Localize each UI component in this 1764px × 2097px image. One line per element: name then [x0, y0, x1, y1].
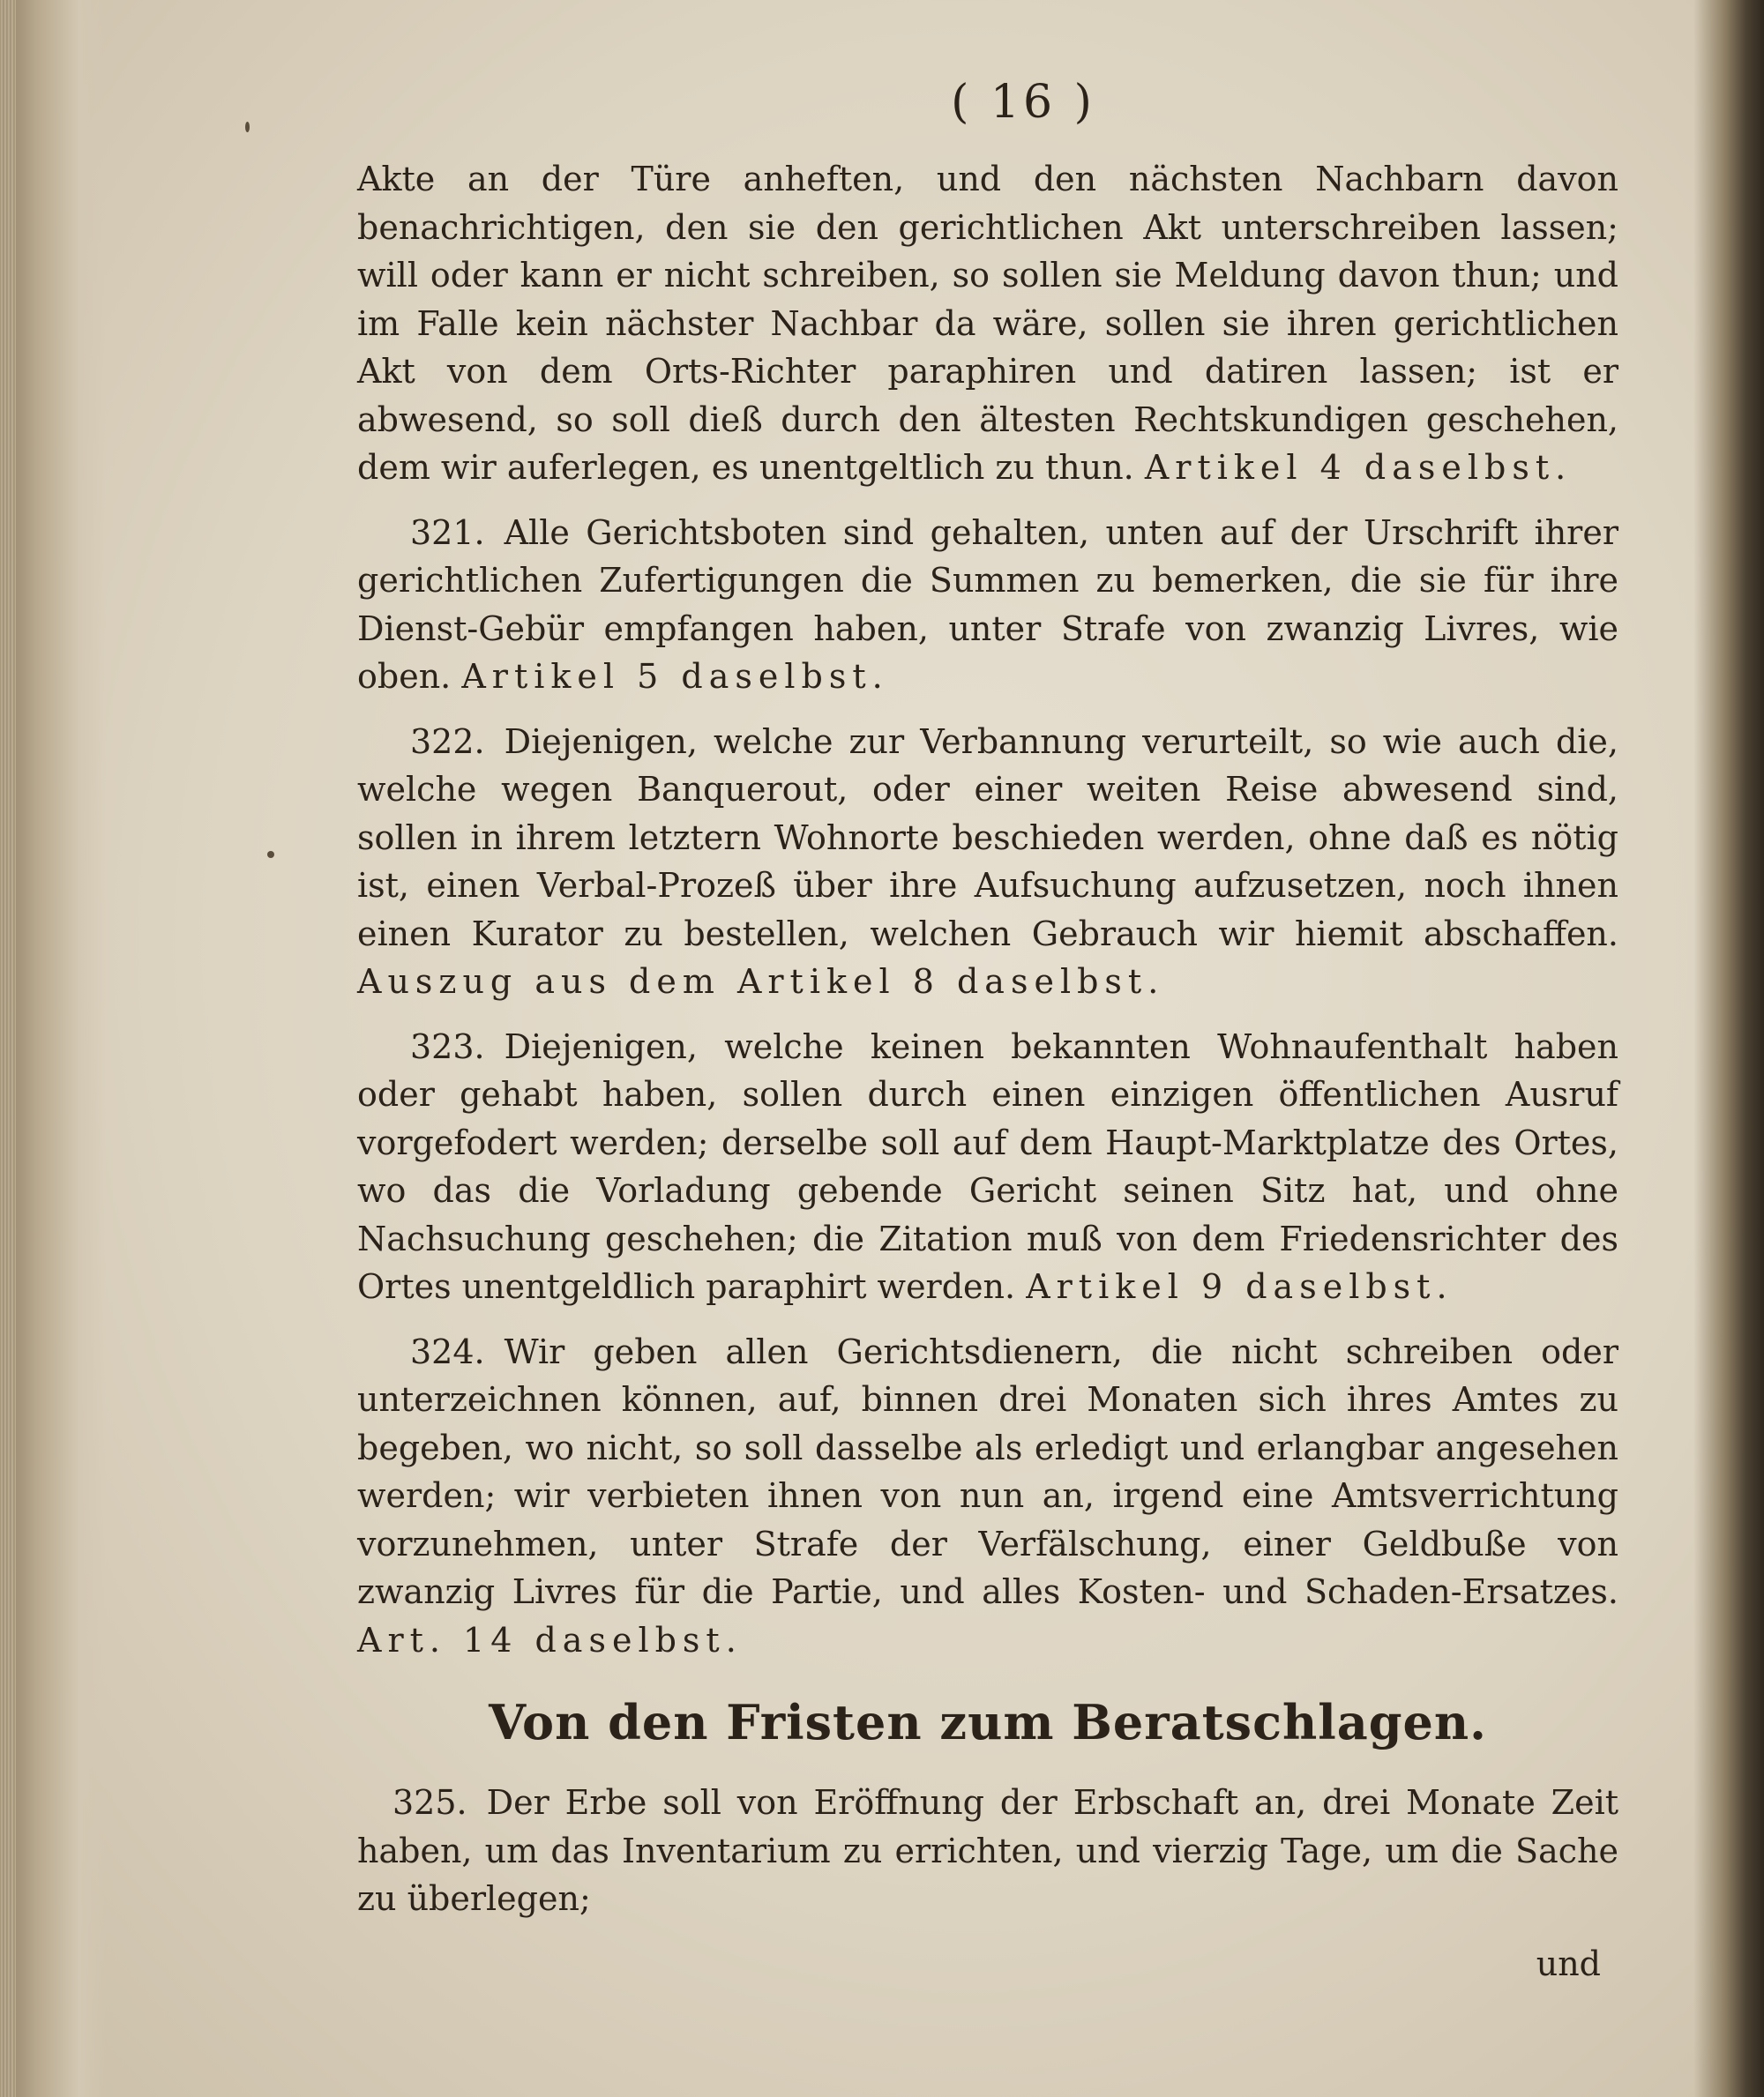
paragraph-324 [357, 1328, 1618, 1665]
ink-speck [267, 851, 274, 858]
paragraph-number: 322. [410, 721, 485, 761]
paragraph-number: 324. [410, 1332, 485, 1371]
ink-speck [245, 122, 250, 132]
catchword: und [1536, 1944, 1601, 1983]
paragraph-text: Wir geben allen Gerichtsdienern, die nicht schreiben oder unterzeichnen können, auf, binnen drei Monaten sich ihres Amtes zu begeben, wo nicht, so soll dasselbe als erledigt und erlangbar angesehen werden; wir verbieten ihnen von nun an, irgend eine Amtsverrichtung vorzunehmen, unter Strafe der Verfälschung, einer Geldbuße von zwanzig Livres für die Partie, und alles Kosten- und Schaden-Ersatzes. [357, 1332, 1618, 1611]
article-citation: Auszug aus dem Artikel 8 daselbst. [357, 962, 1165, 1001]
article-citation: Art. 14 daselbst. [357, 1620, 743, 1660]
left-binding-shadow [0, 0, 106, 2097]
section-heading: Von den Fristen zum Beratschlagen. [489, 1694, 1487, 1750]
page-number: ( 16 ) [951, 76, 1095, 129]
article-citation: Artikel 9 daselbst. [1026, 1267, 1454, 1306]
paragraph-323 [357, 1023, 1618, 1311]
paragraph-322 [357, 718, 1618, 1006]
paragraph-number: 325. [392, 1783, 467, 1822]
paragraph-number: 323. [410, 1026, 485, 1066]
paragraph-text: Diejenigen, welche keinen bekannten Wohnaufenthalt haben oder gehabt haben, sollen durch einen einzigen öffentlichen Ausruf vorgefodert werden; derselbe soll auf dem Haupt-Marktplatze des Ortes, wo das die Vorladung gebende Gericht seinen Sitz hat, und ohne Nachsuchung geschehen; die Zitation muß von dem Friedensrichter des Ortes unentgeldlich paraphirt werden. [357, 1026, 1618, 1306]
paragraph-325 [357, 1779, 1618, 1923]
article-citation: Artikel 4 daselbst. [1144, 448, 1573, 487]
paragraph-text: Diejenigen, welche zur Verbannung verurteilt, so wie auch die, welche wegen Banquerout, oder einer weiten Reise abwesend sind, sollen in ihrem letztern Wohnorte beschieden werden, ohne daß es nötig ist, einen Verbal-Prozeß über ihre Aufsuchung aufzusetzen, noch ihnen einen Kurator zu bestellen, welchen Gebrauch wir hiemit abschaffen. [357, 721, 1618, 953]
right-page-edge [1693, 0, 1764, 2097]
page-body [357, 71, 1618, 1988]
paragraph-text: Alle Gerichtsboten sind gehalten, unten auf der Urschrift ihrer gerichtlichen Zufertigungen die Summen zu bemerken, die sie für ihre Dienst-Gebür empfangen haben, unter Strafe von zwanzig Livres, wie oben. [357, 512, 1618, 696]
paragraph-text: Akte an der Türe anheften, und den nächsten Nachbarn davon benachrichtigen, den sie den gerichtlichen Akt unterschreiben lassen; will oder kann er nicht schreiben, so sollen sie Meldung davon thun; und im Falle kein nächster Nachbar da wäre, sollen sie ihren gerichtlichen Akt von dem Orts-Richter paraphiren und datiren lassen; ist er abwesend, so soll dieß durch den ältesten Rechtskundigen geschehen, dem wir auferlegen, es unentgeltlich zu thun. [357, 160, 1618, 487]
page-edge-stack [0, 0, 16, 2097]
paragraph-text: Der Erbe soll von Eröffnung der Erbschaft an, drei Monate Zeit haben, um das Inventarium zu errichten, und vierzig Tage, um die Sache zu überlegen; [357, 1783, 1618, 1918]
paragraph-number: 321. [410, 512, 485, 552]
paragraph-321 [357, 509, 1618, 701]
article-citation: Artikel 5 daselbst. [461, 657, 889, 696]
paragraph-320-continuation [357, 155, 1618, 492]
